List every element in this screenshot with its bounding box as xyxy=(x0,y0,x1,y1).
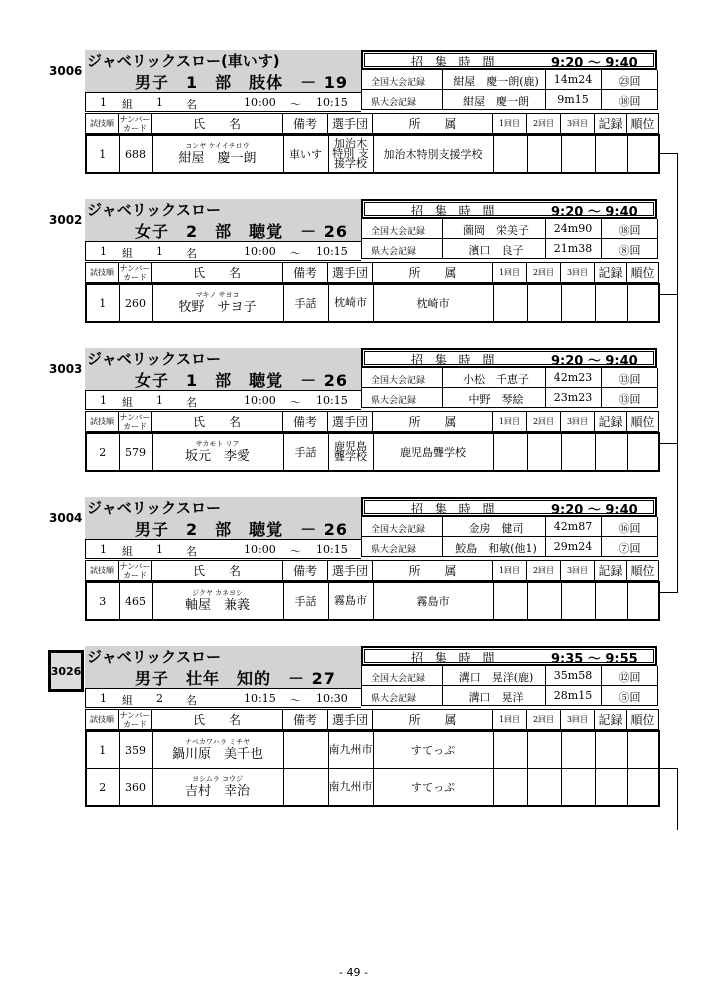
column-header-cell: 3回目 xyxy=(561,561,595,581)
athlete-name: 紺屋 慶一朗 xyxy=(178,150,257,166)
column-header-cell: 1回目 xyxy=(493,710,527,730)
call-time: 9:20 ～ 9:40 xyxy=(551,205,638,220)
group-kumi: 組 xyxy=(122,98,133,111)
result-cell xyxy=(527,284,561,322)
national-record-mark: 42m23 xyxy=(553,371,593,384)
athlete-name: 坂元 李愛 xyxy=(184,448,250,464)
group-count: 2 xyxy=(156,692,163,705)
result-cell xyxy=(627,769,659,807)
event-title: ジャベリックスロー xyxy=(87,350,221,368)
result-cell xyxy=(561,433,595,471)
group-mei: 名 xyxy=(186,247,197,260)
group-info xyxy=(85,92,361,112)
event-title: ジャベリックスロー xyxy=(87,648,221,666)
group-mei: 名 xyxy=(186,545,197,558)
pref-record-label: 県大会記録 xyxy=(371,694,417,704)
athlete-kana: コンヤ ケイイチロウ xyxy=(185,141,250,150)
group-end: 10:15 xyxy=(316,543,348,556)
column-header-cell: 所 属 xyxy=(373,263,493,283)
group-end: 10:15 xyxy=(316,394,348,407)
column-header-cell: 3回目 xyxy=(561,114,595,134)
result-cell xyxy=(527,769,561,807)
call-time: 9:20 ～ 9:40 xyxy=(551,354,638,369)
call-time: 9:20 ～ 9:40 xyxy=(551,503,638,518)
result-cell xyxy=(493,582,527,620)
call-time-box xyxy=(361,348,657,368)
call-time: 9:20 ～ 9:40 xyxy=(551,56,638,71)
national-record-edition: ⑫回 xyxy=(618,671,641,684)
athlete-row xyxy=(86,284,659,322)
result-cell xyxy=(493,135,527,173)
column-header-cell: 備考 xyxy=(283,263,328,283)
national-record-mark: 24m90 xyxy=(553,222,593,235)
trial-order: 1 xyxy=(86,284,119,322)
athlete-row xyxy=(86,433,659,471)
result-cell xyxy=(595,731,627,769)
athlete-name-cell xyxy=(152,284,283,322)
athlete-note: 手話 xyxy=(283,433,328,471)
athlete-team: 南九州市 xyxy=(328,769,373,807)
column-header-cell: 記録 xyxy=(595,710,627,730)
column-header-cell: 試技順 xyxy=(86,710,119,730)
athlete-name: 軸屋 兼義 xyxy=(184,597,250,613)
column-header-cell: 選手団 xyxy=(328,710,373,730)
call-time-label: 招 集 時 間 xyxy=(411,353,499,367)
group-start: 10:00 xyxy=(244,543,276,556)
column-header-cell: 試技順 xyxy=(86,412,119,432)
pref-record-label: 県大会記録 xyxy=(371,247,417,257)
column-header-cell: 1回目 xyxy=(493,263,527,283)
column-header-cell: 2回目 xyxy=(527,561,561,581)
column-header-cell: 順位 xyxy=(627,710,659,730)
column-header-cell: 順位 xyxy=(627,114,659,134)
page-number: - 49 - xyxy=(339,966,368,979)
column-header-cell: 氏 名 xyxy=(152,412,283,432)
group-mei: 名 xyxy=(186,694,197,707)
column-header-cell: 2回目 xyxy=(527,412,561,432)
pref-record-holder: 紺屋 慶一朗 xyxy=(463,95,529,108)
athlete-affiliation: 鹿児島聾学校 xyxy=(373,433,493,471)
athlete-table xyxy=(85,432,660,472)
column-header-cell: ナンバーカード xyxy=(119,710,151,729)
event-title-box xyxy=(85,646,361,688)
athlete-team: 南九州市 xyxy=(328,731,373,769)
group-sep: ～ xyxy=(290,247,301,260)
group-sep: ～ xyxy=(290,545,301,558)
athlete-name-cell xyxy=(152,731,283,769)
athlete-team: 枕崎市 xyxy=(328,284,373,322)
pref-record-holder: 鮫島 和敏(他1) xyxy=(455,542,537,555)
pref-record-mark: 28m15 xyxy=(553,689,593,702)
athlete-note xyxy=(283,731,328,769)
national-record-label: 全国大会記録 xyxy=(371,525,426,535)
athlete-affiliation: 枕崎市 xyxy=(373,284,493,322)
call-time-label: 招 集 時 間 xyxy=(411,204,499,218)
trial-order: 1 xyxy=(86,135,119,173)
group-num: 1 xyxy=(100,543,107,556)
bib-number: 579 xyxy=(119,433,152,471)
national-record-row xyxy=(361,517,658,537)
column-header-cell: ナンバーカード xyxy=(119,561,151,580)
group-count: 1 xyxy=(156,96,163,109)
result-cell xyxy=(561,582,595,620)
event-subtitle: 男子 2 部 聴覚 － 26 xyxy=(135,520,348,539)
column-header-cell: 所 属 xyxy=(373,412,493,432)
result-cell xyxy=(561,769,595,807)
result-cell xyxy=(627,433,659,471)
event-subtitle: 女子 2 部 聴覚 － 26 xyxy=(135,222,348,241)
event-title-box xyxy=(85,348,361,390)
connector-line xyxy=(658,768,678,769)
bib-number: 260 xyxy=(119,284,152,322)
trial-order: 2 xyxy=(86,769,119,807)
column-header-cell: 試技順 xyxy=(86,263,119,283)
column-header-cell: 選手団 xyxy=(328,412,373,432)
column-header-cell: 備考 xyxy=(283,114,328,134)
national-record-edition: ⑯回 xyxy=(618,522,641,535)
connector-line xyxy=(658,443,678,444)
result-cell xyxy=(627,582,659,620)
column-header-cell: 氏 名 xyxy=(152,561,283,581)
result-cell xyxy=(561,731,595,769)
column-header-cell: 3回目 xyxy=(561,710,595,730)
column-header xyxy=(85,709,659,730)
column-header-cell: 1回目 xyxy=(493,561,527,581)
athlete-kana: サカモト リア xyxy=(195,439,240,448)
pref-record-label: 県大会記録 xyxy=(371,396,417,406)
national-record-holder: 溝口 晃洋(鹿) xyxy=(458,671,534,684)
pref-record-mark: 9m15 xyxy=(557,93,589,106)
column-header xyxy=(85,560,659,581)
column-header-cell: 試技順 xyxy=(86,561,119,581)
result-cell xyxy=(595,582,627,620)
pref-record-holder: 濱口 良子 xyxy=(468,244,524,257)
call-time-box xyxy=(361,497,657,517)
result-cell xyxy=(595,433,627,471)
athlete-name: 鍋川原 美千也 xyxy=(171,746,263,762)
athlete-note: 手話 xyxy=(283,284,328,322)
athlete-table xyxy=(85,730,660,807)
result-cell xyxy=(595,284,627,322)
column-header xyxy=(85,411,659,432)
group-end: 10:15 xyxy=(316,96,348,109)
athlete-kana: ジクヤ カネヨシ xyxy=(191,588,244,597)
column-header-cell: 氏 名 xyxy=(152,114,283,134)
athlete-row xyxy=(86,582,659,620)
column-header-cell: ナンバーカード xyxy=(119,263,151,282)
trial-order: 1 xyxy=(86,731,119,769)
call-time-label: 招 集 時 間 xyxy=(411,651,499,665)
pref-record-label: 県大会記録 xyxy=(371,545,417,555)
athlete-affiliation: すてっぷ xyxy=(373,769,493,807)
column-header-cell: 3回目 xyxy=(561,412,595,432)
call-time-label: 招 集 時 間 xyxy=(411,502,499,516)
group-count: 1 xyxy=(156,543,163,556)
column-header-cell: 試技順 xyxy=(86,114,119,134)
athlete-note xyxy=(283,769,328,807)
national-record-holder: 小松 千恵子 xyxy=(463,373,529,386)
pref-record-row xyxy=(361,537,658,557)
column-header-cell: ナンバーカード xyxy=(119,114,151,133)
group-info xyxy=(85,241,361,261)
connector-line xyxy=(658,592,678,593)
pref-record-row xyxy=(361,239,658,259)
national-record-mark: 42m87 xyxy=(553,520,593,533)
group-kumi: 組 xyxy=(122,396,133,409)
athlete-name-cell xyxy=(152,135,283,173)
trial-order: 2 xyxy=(86,433,119,471)
result-cell xyxy=(493,731,527,769)
group-end: 10:30 xyxy=(316,692,348,705)
event-code: 3026 xyxy=(48,650,84,692)
pref-record-edition: ⑱回 xyxy=(618,95,641,108)
connector-line xyxy=(677,153,678,593)
event-subtitle: 女子 1 部 聴覚 － 26 xyxy=(135,371,348,390)
column-header-cell: 選手団 xyxy=(328,114,373,134)
group-kumi: 組 xyxy=(122,247,133,260)
event-title-box xyxy=(85,50,361,92)
result-cell xyxy=(627,135,659,173)
national-record-holder: 紺屋 慶一朗(鹿) xyxy=(453,75,539,88)
result-cell xyxy=(493,284,527,322)
athlete-team: 霧島市 xyxy=(328,582,373,620)
group-info xyxy=(85,390,361,410)
national-record-label: 全国大会記録 xyxy=(371,674,426,684)
result-cell xyxy=(627,731,659,769)
result-cell xyxy=(527,135,561,173)
result-cell xyxy=(627,284,659,322)
call-time-box xyxy=(361,50,657,70)
group-start: 10:00 xyxy=(244,245,276,258)
national-record-mark: 35m58 xyxy=(553,669,593,682)
pref-record-edition: ⑤回 xyxy=(618,691,641,704)
column-header-cell: 備考 xyxy=(283,561,328,581)
column-header-cell: 選手団 xyxy=(328,263,373,283)
column-header xyxy=(85,113,659,134)
group-kumi: 組 xyxy=(122,694,133,707)
column-header-cell: 記録 xyxy=(595,263,627,283)
athlete-note: 車いす xyxy=(283,135,328,173)
pref-record-edition: ⑦回 xyxy=(618,542,641,555)
column-header-cell: 記録 xyxy=(595,412,627,432)
column-header-cell: 順位 xyxy=(627,412,659,432)
group-sep: ～ xyxy=(290,694,301,707)
column-header-cell: 所 属 xyxy=(373,561,493,581)
result-cell xyxy=(595,769,627,807)
event-code: 3003 xyxy=(49,362,83,376)
athlete-kana: ヨシムラ コウジ xyxy=(192,774,243,783)
national-record-row xyxy=(361,219,658,239)
athlete-table xyxy=(85,283,660,323)
column-header-cell: 順位 xyxy=(627,263,659,283)
group-start: 10:00 xyxy=(244,394,276,407)
bib-number: 465 xyxy=(119,582,152,620)
group-num: 1 xyxy=(100,96,107,109)
national-record-row xyxy=(361,70,658,90)
group-mei: 名 xyxy=(186,396,197,409)
event-code: 3004 xyxy=(49,511,83,525)
column-header-cell: 2回目 xyxy=(527,263,561,283)
column-header-cell: 記録 xyxy=(595,114,627,134)
group-num: 1 xyxy=(100,245,107,258)
group-kumi: 組 xyxy=(122,545,133,558)
pref-record-edition: ⑧回 xyxy=(618,244,641,257)
athlete-row xyxy=(86,135,659,173)
pref-record-row xyxy=(361,90,658,110)
column-header-cell: 所 属 xyxy=(373,710,493,730)
call-time-box xyxy=(361,646,657,666)
event-title-box xyxy=(85,497,361,539)
event-code: 3002 xyxy=(49,213,83,227)
column-header-cell: 選手団 xyxy=(328,561,373,581)
group-count: 1 xyxy=(156,245,163,258)
athlete-affiliation: 霧島市 xyxy=(373,582,493,620)
athlete-affiliation: すてっぷ xyxy=(373,731,493,769)
result-cell xyxy=(561,135,595,173)
column-header-cell: 順位 xyxy=(627,561,659,581)
event-subtitle: 男子 1 部 肢体 － 19 xyxy=(135,73,348,92)
column-header-cell: 3回目 xyxy=(561,263,595,283)
group-sep: ～ xyxy=(290,396,301,409)
column-header-cell: 備考 xyxy=(283,710,328,730)
column-header-cell: 2回目 xyxy=(527,114,561,134)
result-cell xyxy=(493,769,527,807)
athlete-affiliation: 加治木特別支援学校 xyxy=(373,135,493,173)
column-header-cell: 2回目 xyxy=(527,710,561,730)
event-subtitle: 男子 壮年 知的 － 27 xyxy=(135,669,336,688)
national-record-holder: 金房 健司 xyxy=(468,522,524,535)
column-header-cell: 1回目 xyxy=(493,114,527,134)
group-info xyxy=(85,688,361,708)
athlete-row xyxy=(86,731,659,769)
athlete-kana: ナベカワハラ ミチヤ xyxy=(184,737,251,746)
group-end: 10:15 xyxy=(316,245,348,258)
column-header-cell: ナンバーカード xyxy=(119,412,151,431)
group-num: 1 xyxy=(100,394,107,407)
group-start: 10:15 xyxy=(244,692,276,705)
pref-record-mark: 29m24 xyxy=(553,540,593,553)
event-title: ジャベリックスロー xyxy=(87,499,221,517)
national-record-holder: 薗岡 栄美子 xyxy=(463,224,529,237)
call-time: 9:35 ～ 9:55 xyxy=(551,652,638,667)
athlete-name-cell xyxy=(152,582,283,620)
national-record-edition: ⑱回 xyxy=(618,224,641,237)
call-time-label: 招 集 時 間 xyxy=(411,55,499,69)
event-title: ジャベリックスロー(車いす) xyxy=(87,52,280,70)
group-start: 10:00 xyxy=(244,96,276,109)
national-record-edition: ⑬回 xyxy=(618,373,641,386)
athlete-name-cell xyxy=(152,433,283,471)
connector-line xyxy=(658,153,678,154)
athlete-team: 加治木 特別 支援学校 xyxy=(328,135,373,173)
event-title: ジャベリックスロー xyxy=(87,201,221,219)
column-header-cell: 1回目 xyxy=(493,412,527,432)
group-info xyxy=(85,539,361,559)
pref-record-mark: 21m38 xyxy=(553,242,593,255)
column-header-cell: 記録 xyxy=(595,561,627,581)
athlete-kana: マキノ サヨコ xyxy=(195,290,240,299)
athlete-name: 吉村 幸治 xyxy=(184,783,250,799)
pref-record-mark: 23m23 xyxy=(553,391,593,404)
athlete-note: 手話 xyxy=(283,582,328,620)
connector-line xyxy=(658,294,678,295)
call-time-box xyxy=(361,199,657,219)
athlete-table xyxy=(85,581,660,621)
group-mei: 名 xyxy=(186,98,197,111)
result-cell xyxy=(527,433,561,471)
national-record-mark: 14m24 xyxy=(553,73,593,86)
group-sep: ～ xyxy=(290,98,301,111)
group-num: 1 xyxy=(100,692,107,705)
national-record-row xyxy=(361,368,658,388)
column-header-cell: 備考 xyxy=(283,412,328,432)
national-record-row xyxy=(361,666,658,686)
bib-number: 688 xyxy=(119,135,152,173)
column-header-cell: 氏 名 xyxy=(152,710,283,730)
national-record-label: 全国大会記録 xyxy=(371,227,426,237)
national-record-edition: ㉓回 xyxy=(618,75,641,88)
national-record-label: 全国大会記録 xyxy=(371,78,426,88)
pref-record-holder: 溝口 晃洋 xyxy=(468,691,524,704)
result-cell xyxy=(493,433,527,471)
athlete-table xyxy=(85,134,660,174)
bib-number: 360 xyxy=(119,769,152,807)
trial-order: 3 xyxy=(86,582,119,620)
pref-record-label: 県大会記録 xyxy=(371,98,417,108)
group-count: 1 xyxy=(156,394,163,407)
pref-record-row xyxy=(361,388,658,408)
athlete-name-cell xyxy=(152,769,283,807)
athlete-row xyxy=(86,769,659,807)
event-code: 3006 xyxy=(49,64,83,78)
pref-record-row xyxy=(361,686,658,706)
result-cell xyxy=(527,731,561,769)
bib-number: 359 xyxy=(119,731,152,769)
connector-line xyxy=(677,768,678,830)
column-header xyxy=(85,262,659,283)
athlete-team: 鹿児島 聾学校 xyxy=(328,433,373,471)
event-title-box xyxy=(85,199,361,241)
athlete-name: 牧野 サヨ子 xyxy=(178,299,257,315)
pref-record-edition: ⑬回 xyxy=(618,393,641,406)
column-header-cell: 所 属 xyxy=(373,114,493,134)
result-cell xyxy=(561,284,595,322)
national-record-label: 全国大会記録 xyxy=(371,376,426,386)
pref-record-holder: 中野 琴絵 xyxy=(468,393,524,406)
result-cell xyxy=(595,135,627,173)
column-header-cell: 氏 名 xyxy=(152,263,283,283)
result-cell xyxy=(527,582,561,620)
